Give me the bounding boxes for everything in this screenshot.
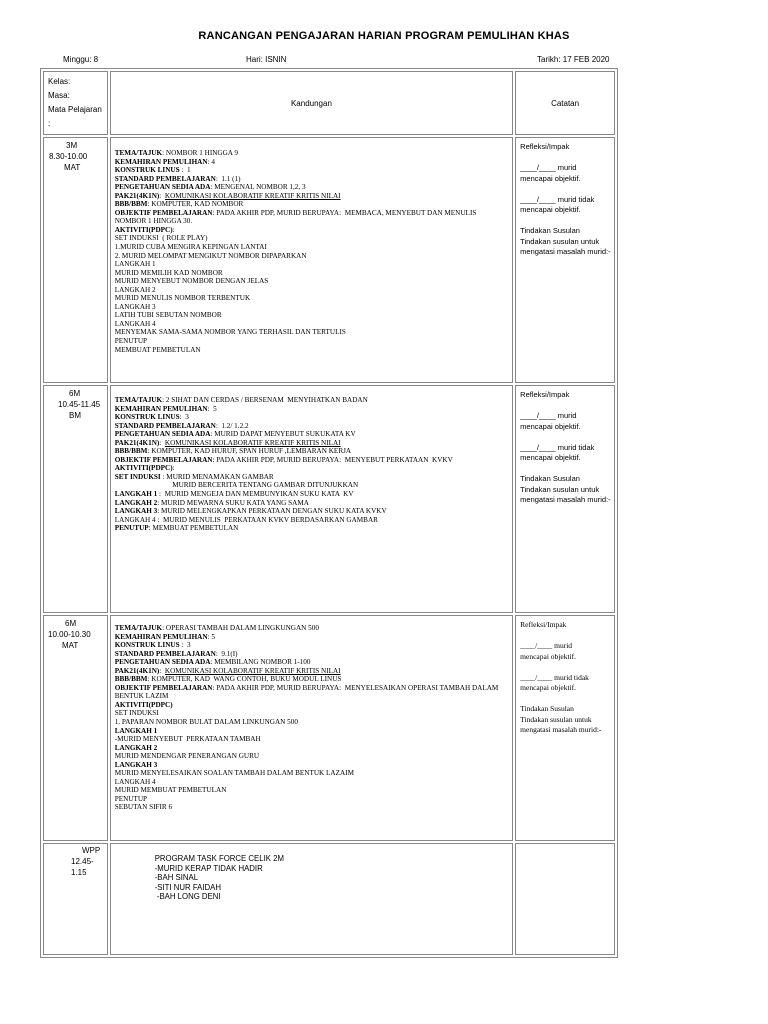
content-line [115,692,512,701]
content-line [115,396,512,405]
content-text: LANGKAH 3 [114,507,158,516]
kelas-label: Kelas: [48,77,71,86]
content-line [115,464,512,473]
content-line [115,311,512,320]
content-text: 1. PAPARAN NOMBOR BULAT DALAM LINKUNGAN 500 [114,718,298,727]
content-line [115,337,512,346]
content-line [115,675,512,684]
document-title: RANCANGAN PENGAJARAN HARIAN PROGRAM PEMULIHAN KHAS [198,30,570,42]
content-text: : 5 [207,404,217,413]
content-text: STANDARD PEMBELAJARAN [114,174,216,183]
content-text: : KOMPUTER, KAD HURUF, SPAN HURUF ,LEMBARAN KERJA [147,447,352,456]
content-line [115,294,512,303]
content-line [115,439,512,448]
content-text: MURID MEMILIH KAD NOMBOR [114,268,223,277]
kandungan-header: Kandungan [290,98,332,108]
content-line [115,735,512,744]
content-text: LANGKAH 3 [114,302,156,311]
content-line [115,761,512,770]
content-line [115,752,512,761]
content-line [115,286,512,295]
table-row [43,385,615,613]
session-line: MAT [62,641,79,650]
session-line: 12.45-1.15 [71,857,94,877]
date-label: Tarikh: 17 FEB 2020 [537,55,610,64]
note-line: Tindakan Susulan [520,704,574,713]
content-text: : 5 [207,632,215,641]
lesson-content [111,616,512,812]
content-line [115,633,512,642]
content-text: : [159,191,165,200]
content-text: AKTIVITI(PDPC) [114,464,173,473]
content-line [115,456,512,465]
note-line: Refleksi/Impak [520,142,570,151]
content-text: MURID MENULIS NOMBOR TERBENTUK [114,294,251,303]
content-text: : MEMBUAT PEMBETULAN [148,524,239,533]
table-row [43,137,615,383]
content-line [115,778,512,787]
content-text: TEMA/TAJUK [114,624,163,632]
content-line [115,320,512,329]
content-line [115,430,512,439]
note-line: mencapai objektif. [520,683,576,692]
content-cell [110,615,513,841]
content-text: BBB/BBM [114,200,148,209]
content-text: AKTIVITI(PDPC) [114,700,173,709]
content-text: : 2 SIHAT DAN CERDAS / BERSENAM MENYIHATKAN BADAN [162,396,368,404]
notes-cell [515,137,615,383]
content-text: : 1.2/ 1.2.2 [215,421,249,430]
note-line: ____/____ murid [520,411,577,420]
content-text: : 4 [207,157,215,166]
session-info [44,138,107,173]
content-text: MURID BERCERITA TENTANG GAMBAR DITUNJUKKAN [114,481,359,490]
content-line [115,701,512,710]
content-text: PENUTUP [114,794,148,803]
content-text: : 9.1(I) [215,649,238,658]
session-cell [43,385,108,613]
table-header-row [43,71,615,135]
content-line [115,667,512,676]
content-line [115,234,512,243]
content-text: PAK21(4K1N) [114,191,160,200]
content-text: : MURID MENAMAKAN GAMBAR [162,472,274,481]
content-line [115,727,512,736]
note-line: Tindakan susulan untuk [520,484,600,494]
note-line: mencapai objektif. [520,421,581,431]
note-line: mencapai objektif. [520,651,576,661]
content-line [115,192,512,201]
content-text: TEMA/TAJUK [114,149,163,157]
content-text: SET INDUKSI [114,472,163,481]
content-line [115,473,512,482]
content-line [115,658,512,667]
content-text: PENGETAHUAN SEDIA ADA [114,430,211,439]
content-text: PROGRAM TASK FORCE CELIK 2M [154,854,284,863]
lesson-content [111,386,512,533]
notes-content [516,138,614,258]
content-line [115,149,512,158]
notes-cell [515,385,615,613]
content-text: PENGETAHUAN SEDIA ADA [114,658,211,667]
content-text: KONSTRUK LINUS [114,641,180,650]
note-line: Refleksi/Impak [520,620,567,629]
session-cell [43,137,108,383]
content-text: KEMAHIRAN PEMULIHAN [114,632,208,641]
content-cell [110,843,513,955]
content-line [115,277,512,286]
notes-content [516,616,614,736]
note-line: mengatasi masalah murid:- [520,247,611,256]
content-text: MEMBUAT PEMBETULAN [114,345,201,354]
content-text: PENGETAHUAN SEDIA ADA [114,183,211,192]
note-line [520,631,614,642]
content-line [115,490,512,499]
lesson-content [111,138,512,354]
kandungan-header-cell [110,71,513,135]
content-line [115,200,512,209]
content-text: STANDARD PEMBELAJARAN [114,421,216,430]
content-text: : KOMPUTER, KAD WANG CONTOH, BUKU MODUL LINUS [147,675,342,684]
table-row [43,615,615,841]
content-text: : PADA AKHIR PDP, MURID BERUPAYA: MENYEBUT PERKATAAN KVKV [212,455,453,464]
week-label: Minggu: 8 [63,55,99,64]
session-info [44,386,107,421]
content-text: : 3 [179,413,189,422]
note-line: Tindakan susulan untuk [520,236,600,246]
content-text: : MURID MEWARNA SUKU KATA YANG SAMA [157,498,309,507]
content-text: OBJEKTIF PEMBELAJARAN [114,455,213,464]
content-line [155,883,512,893]
note-line: ____/____ murid [520,163,577,172]
content-text: PENUTUP [114,524,149,533]
content-line [115,346,512,355]
content-text: : 1.1 (1) [215,174,241,183]
content-text: NOMBOR 1 HINGGA 30. [114,217,193,226]
content-text: : [172,225,175,234]
content-text: SET INDUKSI [114,709,159,718]
content-line [155,864,512,874]
content-line [115,405,512,414]
note-line: ____/____ murid tidak [520,442,595,452]
content-line [115,303,512,312]
session-line: BM [69,411,81,420]
note-line: ____/____ murid tidak [520,194,595,204]
content-cell [110,385,513,613]
content-text: : 3 [179,641,191,650]
content-line [115,183,512,192]
session-info [44,844,107,878]
content-line [115,624,512,633]
content-line [115,524,512,533]
content-line [115,641,512,650]
lesson-plan-table [40,68,618,958]
lesson-content [111,844,512,902]
content-text: LANGKAH 4 [114,777,156,786]
content-text: MURID MENDENGAR PENERANGAN GURU [114,752,260,761]
note-line: mengatasi masalah murid:- [520,725,602,734]
note-line [520,401,614,412]
masa-label: Masa: [48,91,70,100]
note-line: Tindakan susulan untuk [520,714,592,724]
note-line [520,216,614,227]
notes-cell [515,615,615,841]
content-text: : KOMPUTER, KAD NOMBOR [147,200,244,209]
note-line [520,153,614,164]
content-text: LANGKAH 4 [114,319,156,328]
note-line [520,184,614,195]
session-cell [43,615,108,841]
content-text: : OPERASI TAMBAH DALAM LINGKUNGAN 500 [162,624,319,632]
content-text: : MURID MENGEJA DAN MEMBUNYIKAN SUKU KATA KV [157,490,354,499]
content-text: LANGKAH 1 [114,490,158,499]
content-line [115,718,512,727]
content-line [115,481,512,490]
content-text: : MURID DAPAT MENYEBUT SUKUKATA KV [210,430,356,439]
content-text: : MURID MELENGKAPKAN PERKATAAN DENGAN SUKU KATA KVKV [157,507,387,516]
content-text: LANGKAH 2 [114,285,156,294]
content-text: KEMAHIRAN PEMULIHAN [114,157,208,166]
note-line [520,432,614,443]
session-line: 8.30-10.00 [49,152,88,161]
session-line: 3M [66,141,78,150]
content-text: -BAH LONG DENI [154,892,221,902]
content-line [115,413,512,422]
catatan-header-cell [515,71,615,135]
session-cell [43,843,108,955]
content-text: : PADA AKHIR PDP, MURID BERUPAYA: MEMBACA, MENYEBUT DAN MENULIS [212,208,477,217]
content-text: -SITI NUR FAIDAH [154,882,221,892]
note-line [520,694,614,705]
content-cell [110,137,513,383]
content-text: PAK21(4K1N) [114,666,160,675]
content-line [155,892,512,902]
note-line: Tindakan Susulan [520,474,580,483]
content-text: 1.MURID CUBA MENGIRA KEPINGAN LANTAI [114,243,267,252]
content-line [115,243,512,252]
content-line [115,507,512,516]
mata-pelajaran-label: Mata Pelajaran : [48,105,102,128]
content-text: KOMUNIKASI KOLABORATIF KREATIF KRITIS NILAI [164,191,341,200]
content-text: LATIH TUBI SEBUTAN NOMBOR [114,311,222,320]
content-line [115,158,512,167]
content-line [115,226,512,235]
content-line [115,650,512,659]
content-text: -MURID MENYEBUT PERKATAAN TAMBAH [114,735,261,744]
note-line: ____/____ murid [520,641,573,650]
content-line [115,328,512,337]
content-text: SEBUTAN SIFIR 6 [114,803,173,812]
content-text: MURID MENYEBUT NOMBOR DENGAN JELAS [114,277,269,286]
session-line: 6M [69,389,81,398]
content-text: LANGKAH 2 [114,743,158,752]
session-line: 6M [65,619,77,628]
content-text: MURID MENYELESAIKAN SOALAN TAMBAH DALAM BENTUK LAZAIM [114,769,354,778]
content-text: : MENGENAL NOMBOR 1,2, 3 [210,183,306,192]
content-line [115,786,512,795]
content-line [115,803,512,812]
note-line: Refleksi/Impak [520,390,570,399]
content-text: TEMA/TAJUK [114,396,163,404]
note-line: mencapai objektif. [520,173,581,183]
session-line: 10.00-10.30 [48,630,91,639]
notes-content [516,386,614,506]
content-line [115,175,512,184]
header-labels-cell [43,71,108,135]
note-line: mencapai objektif. [520,453,581,462]
content-text: LANGKAH 3 [114,760,158,769]
content-text: AKTIVITI(PDPC) [114,225,173,234]
content-line [115,260,512,269]
content-text: LANGKAH 2 [114,498,158,507]
content-text: LANGKAH 1 [114,726,158,735]
content-text: KOMUNIKASI KOLABORATIF KREATIF KRITIS NILAI [164,666,341,675]
session-line: WPP [82,846,101,855]
content-text: -MURID KERAP TIDAK HADIR [154,863,263,873]
session-line: 10.45-11.45 [58,400,101,409]
content-text: LANGKAH 4 : MURID MENULIS PERKATAAN KVKV BERDASARKAN GAMBAR [114,515,378,524]
content-line [115,744,512,753]
table-row [43,843,615,955]
content-text: BENTUK LAZIM [114,692,169,701]
content-text: 2. MURID MELOMPAT MENGIKUT NOMBOR DIPAPARKAN [114,251,307,260]
note-line: mencapai objektif. [520,205,581,214]
content-text: -BAH SINAL [154,873,199,883]
content-line [115,709,512,718]
content-text: OBJEKTIF PEMBELAJARAN [114,683,213,692]
content-text: : 1 [179,166,191,175]
content-text: : [172,464,175,473]
catatan-header: Catatan [551,98,580,108]
content-text: SET INDUKSI ( ROLE PLAY) [114,234,208,243]
content-line [115,422,512,431]
content-text: : NOMBOR 1 HINGGA 9 [162,149,238,157]
content-line [115,684,512,693]
content-line [115,516,512,525]
content-text: LANGKAH 1 [114,260,156,269]
content-line [115,217,512,226]
content-text: : [159,438,165,447]
content-text: : [159,666,165,675]
content-text: OBJEKTIF PEMBELAJARAN [114,208,213,217]
content-line [115,166,512,175]
content-text: MURID MEMBUAT PEMBETULAN [114,786,227,795]
content-line [115,769,512,778]
note-line: mengatasi masalah murid:- [520,495,611,504]
content-text: BBB/BBM [114,675,148,684]
note-line [520,662,614,673]
content-text: PENUTUP [114,337,148,346]
content-line [115,447,512,456]
content-line [155,873,512,883]
content-text: : MEMBILANG NOMBOR 1-100 [210,658,311,667]
content-line [115,209,512,218]
content-line [115,252,512,261]
note-line [520,464,614,475]
content-text: MENYEMAK SAMA-SAMA NOMBOR YANG TERHASIL DAN TERTULIS [114,328,346,337]
note-line: ____/____ murid tidak [520,672,589,682]
note-line: Tindakan Susulan [520,226,580,235]
content-text: KEMAHIRAN PEMULIHAN [114,404,208,413]
content-text: STANDARD PEMBELAJARAN [114,649,216,658]
content-line [115,499,512,508]
content-line [155,854,512,864]
day-label: Hari: ISNIN [246,55,287,64]
content-text: KOMUNIKASI KOLABORATIF KREATIF KRITIS NILAI [164,438,341,447]
notes-cell [515,843,615,955]
session-line: MAT [64,163,81,172]
content-line [115,795,512,804]
content-text: KONSTRUK LINUS [114,413,180,422]
content-line [115,269,512,278]
session-info [44,616,107,651]
content-text: PAK21(4K1N) [114,438,160,447]
content-text: : PADA AKHIR PDP, MURID BERUPAYA: MENYELESAIKAN OPERASI TAMBAH DALAM [212,683,499,692]
content-text: BBB/BBM [114,447,148,456]
content-text: KONSTRUK LINUS [114,166,180,175]
